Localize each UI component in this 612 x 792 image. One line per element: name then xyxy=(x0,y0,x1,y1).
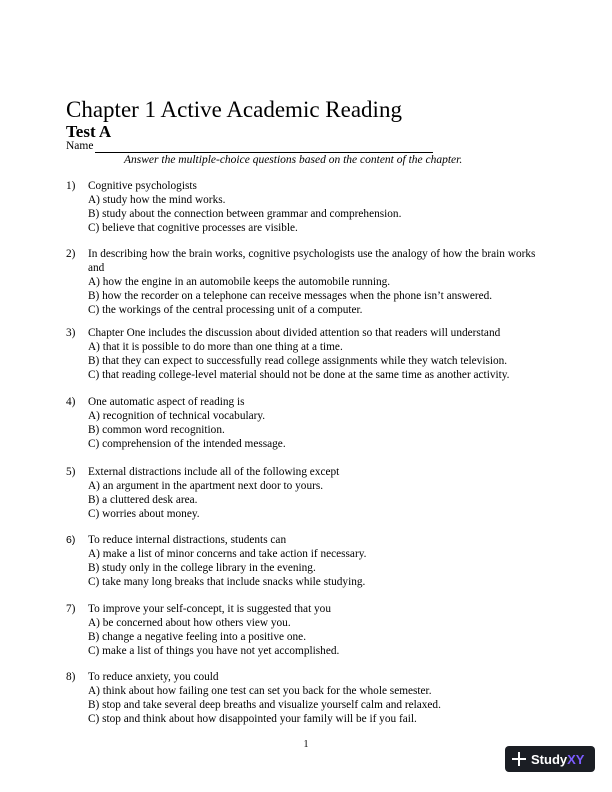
answer-option-b: B) change a negative feeling into a positive one. xyxy=(88,631,307,643)
brand-name xyxy=(531,752,584,767)
question-6 xyxy=(66,533,546,589)
answer-option-b: B) that they can expect to successfully read college assignments while they watch television. xyxy=(88,355,508,367)
document-title: Chapter 1 Active Academic Reading xyxy=(66,97,402,122)
answer-option-b: B) a cluttered desk area. xyxy=(88,494,198,506)
answer-option-c: C) stop and think about how disappointed your family will be if you fail. xyxy=(88,713,417,725)
question-stem: External distractions include all of the following except xyxy=(88,466,340,478)
answer-option-c: C) take many long breaks that include snacks while studying. xyxy=(88,576,366,588)
answer-option-a: A) how the engine in an automobile keeps the automobile running. xyxy=(88,276,391,288)
answer-option-a: A) think about how failing one test can set you back for the whole semester. xyxy=(88,685,432,697)
question-stem: To reduce anxiety, you could xyxy=(88,671,219,683)
question-7 xyxy=(66,602,546,658)
question-8 xyxy=(66,670,546,726)
question-number: 8) xyxy=(66,671,76,683)
question-number: 3) xyxy=(66,327,76,339)
brand-main: Study xyxy=(531,751,568,767)
question-stem: To improve your self-concept, it is suggested that you xyxy=(88,603,331,615)
question-number: 5) xyxy=(66,466,76,478)
brand-accent: XY xyxy=(567,751,585,767)
answer-option-c: C) comprehension of the intended message. xyxy=(88,438,286,450)
answer-option-c: C) worries about money. xyxy=(88,508,200,520)
name-blank-line xyxy=(95,140,433,153)
answer-option-b: B) common word recognition. xyxy=(88,424,225,436)
answer-option-c: C) that reading college-level material should not be done at the same time as another activity. xyxy=(88,369,510,381)
question-number: 2) xyxy=(66,248,76,260)
studyxy-badge[interactable] xyxy=(505,746,595,772)
answer-option-a: A) an argument in the apartment next door to yours. xyxy=(88,480,324,492)
answer-option-b: B) study only in the college library in the evening. xyxy=(88,562,316,574)
page-number: 1 xyxy=(303,739,309,750)
answer-option-b: B) study about the connection between grammar and comprehension. xyxy=(88,208,402,220)
answer-option-a: A) that it is possible to do more than one thing at a time. xyxy=(88,341,343,353)
answer-option-a: A) make a list of minor concerns and take action if necessary. xyxy=(88,548,367,560)
question-number: 4) xyxy=(66,396,76,408)
question-2 xyxy=(66,247,546,317)
answer-option-a: A) study how the mind works. xyxy=(88,194,226,206)
question-number: 7) xyxy=(66,603,76,615)
answer-option-c: C) the workings of the central processing unit of a computer. xyxy=(88,304,363,316)
question-stem: In describing how the brain works, cognitive psychologists use the analogy of how the brain works and xyxy=(88,248,536,274)
question-1 xyxy=(66,179,546,235)
answer-option-b: B) how the recorder on a telephone can receive messages when the phone isn’t answered. xyxy=(88,290,493,302)
answer-option-a: A) recognition of technical vocabulary. xyxy=(88,410,266,422)
question-number: 6) xyxy=(66,534,76,546)
name-row xyxy=(66,139,433,153)
question-stem: Cognitive psychologists xyxy=(88,180,197,192)
answer-option-b: B) stop and take several deep breaths and visualize yourself calm and relaxed. xyxy=(88,699,441,711)
question-stem: To reduce internal distractions, students can xyxy=(88,534,287,546)
answer-option-c: C) believe that cognitive processes are visible. xyxy=(88,222,298,234)
instructions: Answer the multiple-choice questions based on the content of the chapter. xyxy=(124,154,463,166)
test-version: Test A xyxy=(66,122,112,141)
answer-option-a: A) be concerned about how others view you. xyxy=(88,617,291,629)
question-stem: One automatic aspect of reading is xyxy=(88,396,245,408)
question-5 xyxy=(66,465,546,521)
answer-option-c: C) make a list of things you have not yet accomplished. xyxy=(88,645,340,657)
question-4 xyxy=(66,395,546,451)
question-stem: Chapter One includes the discussion about divided attention so that readers will understand xyxy=(88,327,501,339)
plus-icon xyxy=(512,752,526,766)
question-number: 1) xyxy=(66,180,76,192)
question-3 xyxy=(66,326,546,382)
name-label: Name xyxy=(66,140,94,152)
